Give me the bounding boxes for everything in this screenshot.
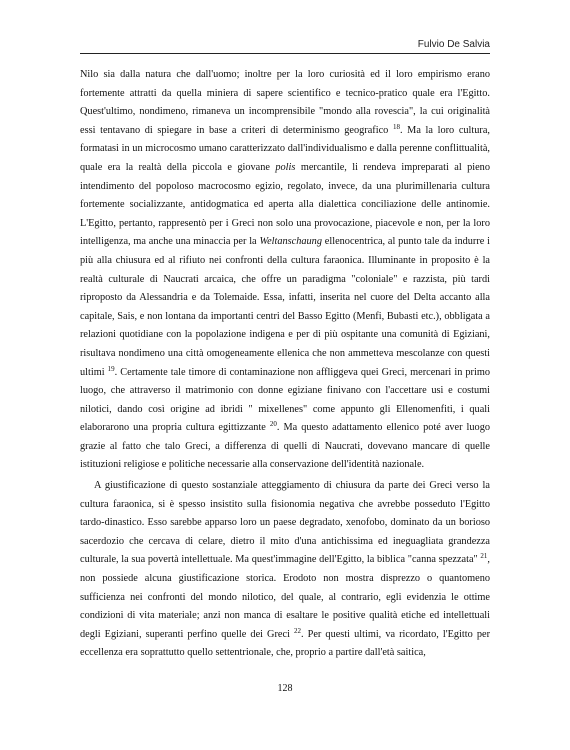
text-run: A giustificazione di questo sostanziale atteggiamento di chiusura da parte dei Greci verso la cultura faraonica, si è spesso insistito sulla fisionomia negativa che avrebbe posseduto l'Egitto tardo-dinastico. Esso sarebbe apparso loro un paese degradato, xenofobo, dominato da un borioso sacerdozio che cercava di celare, dietro il mito d'una antichissima ed ineguagliata grandezza culturale, la sua povertà intellettuale. Ma quest'immagine dell'Egitto, la biblica "canna spezzata" <box>80 480 490 566</box>
text-run: . Ma la loro cultura, formatasi in un microcosmo umano caratterizzato dall'individualismo e dalla perenne conflittualità, quale era la realtà della piccola e giovane <box>80 124 490 173</box>
paragraph-1 <box>80 66 490 475</box>
footnote-ref-18[interactable]: 18 <box>392 122 400 131</box>
footnote-ref-22[interactable]: 22 <box>294 626 301 635</box>
text-run: , non possiede alcuna giustificazione storica. Erodoto non mostra disprezzo o quantomeno sufficienza nei confronti del mondo nilotico, del quale, al contrario, egli evidenzia le ottime condizioni di vita materiale; anzi non manca di esaltare le positive qualità etiche ed intellettuali degli Egiziani, superanti perfino quelle dei Greci <box>80 554 490 640</box>
page-number: 128 <box>277 683 293 694</box>
footnote-ref-21[interactable]: 21 <box>480 552 488 561</box>
running-header: Fulvio De Salvia <box>417 39 490 50</box>
header-rule <box>80 53 490 54</box>
footnote-ref-19[interactable]: 19 <box>107 364 115 373</box>
footnote-ref-20[interactable]: 20 <box>269 420 277 429</box>
italic-term-polis: polis <box>275 161 296 173</box>
italic-term-weltanschaung: Weltanschaung <box>259 236 322 248</box>
text-run: . Ma questo adattamento ellenico poté aver luogo grazie al fatto che talo Greci, a differenza di quelli di Naucrati, dovevano mancare di quelle istituzioni religiose e politiche necessarie alla conservazione dell'identità nazionale. <box>80 422 491 471</box>
text-run: . Per questi ultimi, va ricordato, l'Egitto per eccellenza era soprattutto quello settentrionale, che, proprio a partire dall'età saitica, <box>80 628 490 659</box>
text-run: ellenocentrica, al punto tale da indurre i più alla chiusura ed al rifiuto nei confronti della cultura faraonica. Illuminante in proposito è la realtà culturale di Naucrati arcaica, che offre un paradigma "coloniale" e razzista, più tardi riproposto da Alessandria e da Tolemaide. Essa, infatti, inserita nel cuore del Delta accanto alla capitale, Sais, e non lontana da importanti centri del Basso Egitto (Menfi, Bubasti etc.), obbligata a relazioni quotidiane con la popolazione indigena e per di più ospitante una comunità di Egiziani, risultava nondimeno una città omogeneamente ellenica che non ammetteva mescolanze con questi ultimi <box>80 236 490 378</box>
text-run: Nilo sia dalla natura che dall'uomo; inoltre per la loro curiosità ed il loro empirismo erano fortemente attratti da quella miniera di sapere scientifico e tecnico-pratico quale era l'Egitto. Quest'ultimo, nondimeno, rimaneva un incomprensibile "mondo alla rovescia", la cui originalità essi tentavano di spiegare in base a criteri di determinismo geografico <box>80 69 490 136</box>
text-run: mercantile, li rendeva impreparati al pieno intendimento del popoloso macrocosmo egizio, regolato, invece, da una plurimillenaria cultura fortemente socializzante, antidogmatica ed aperta alla dialettica conciliazione delle antinomie. L'Egitto, pertanto, rappresentò per i Greci non solo una provocazione, piacevole e non, per la loro intelligenza, ma anche una minaccia per la <box>80 161 490 248</box>
paragraph-2 <box>80 477 490 663</box>
body-text <box>80 66 490 663</box>
text-run: . Certamente tale timore di contaminazione non affliggeva quei Greci, mercenari in primo luogo, che attraverso il matrimonio con donne egiziane finivano con l'accettare usi e costumi nilotici, dando così origine ad ibridi " mixellenes" come appunto gli Ellenomenfiti, i quali elaborarono una propria cultura egittizzante <box>80 366 490 434</box>
